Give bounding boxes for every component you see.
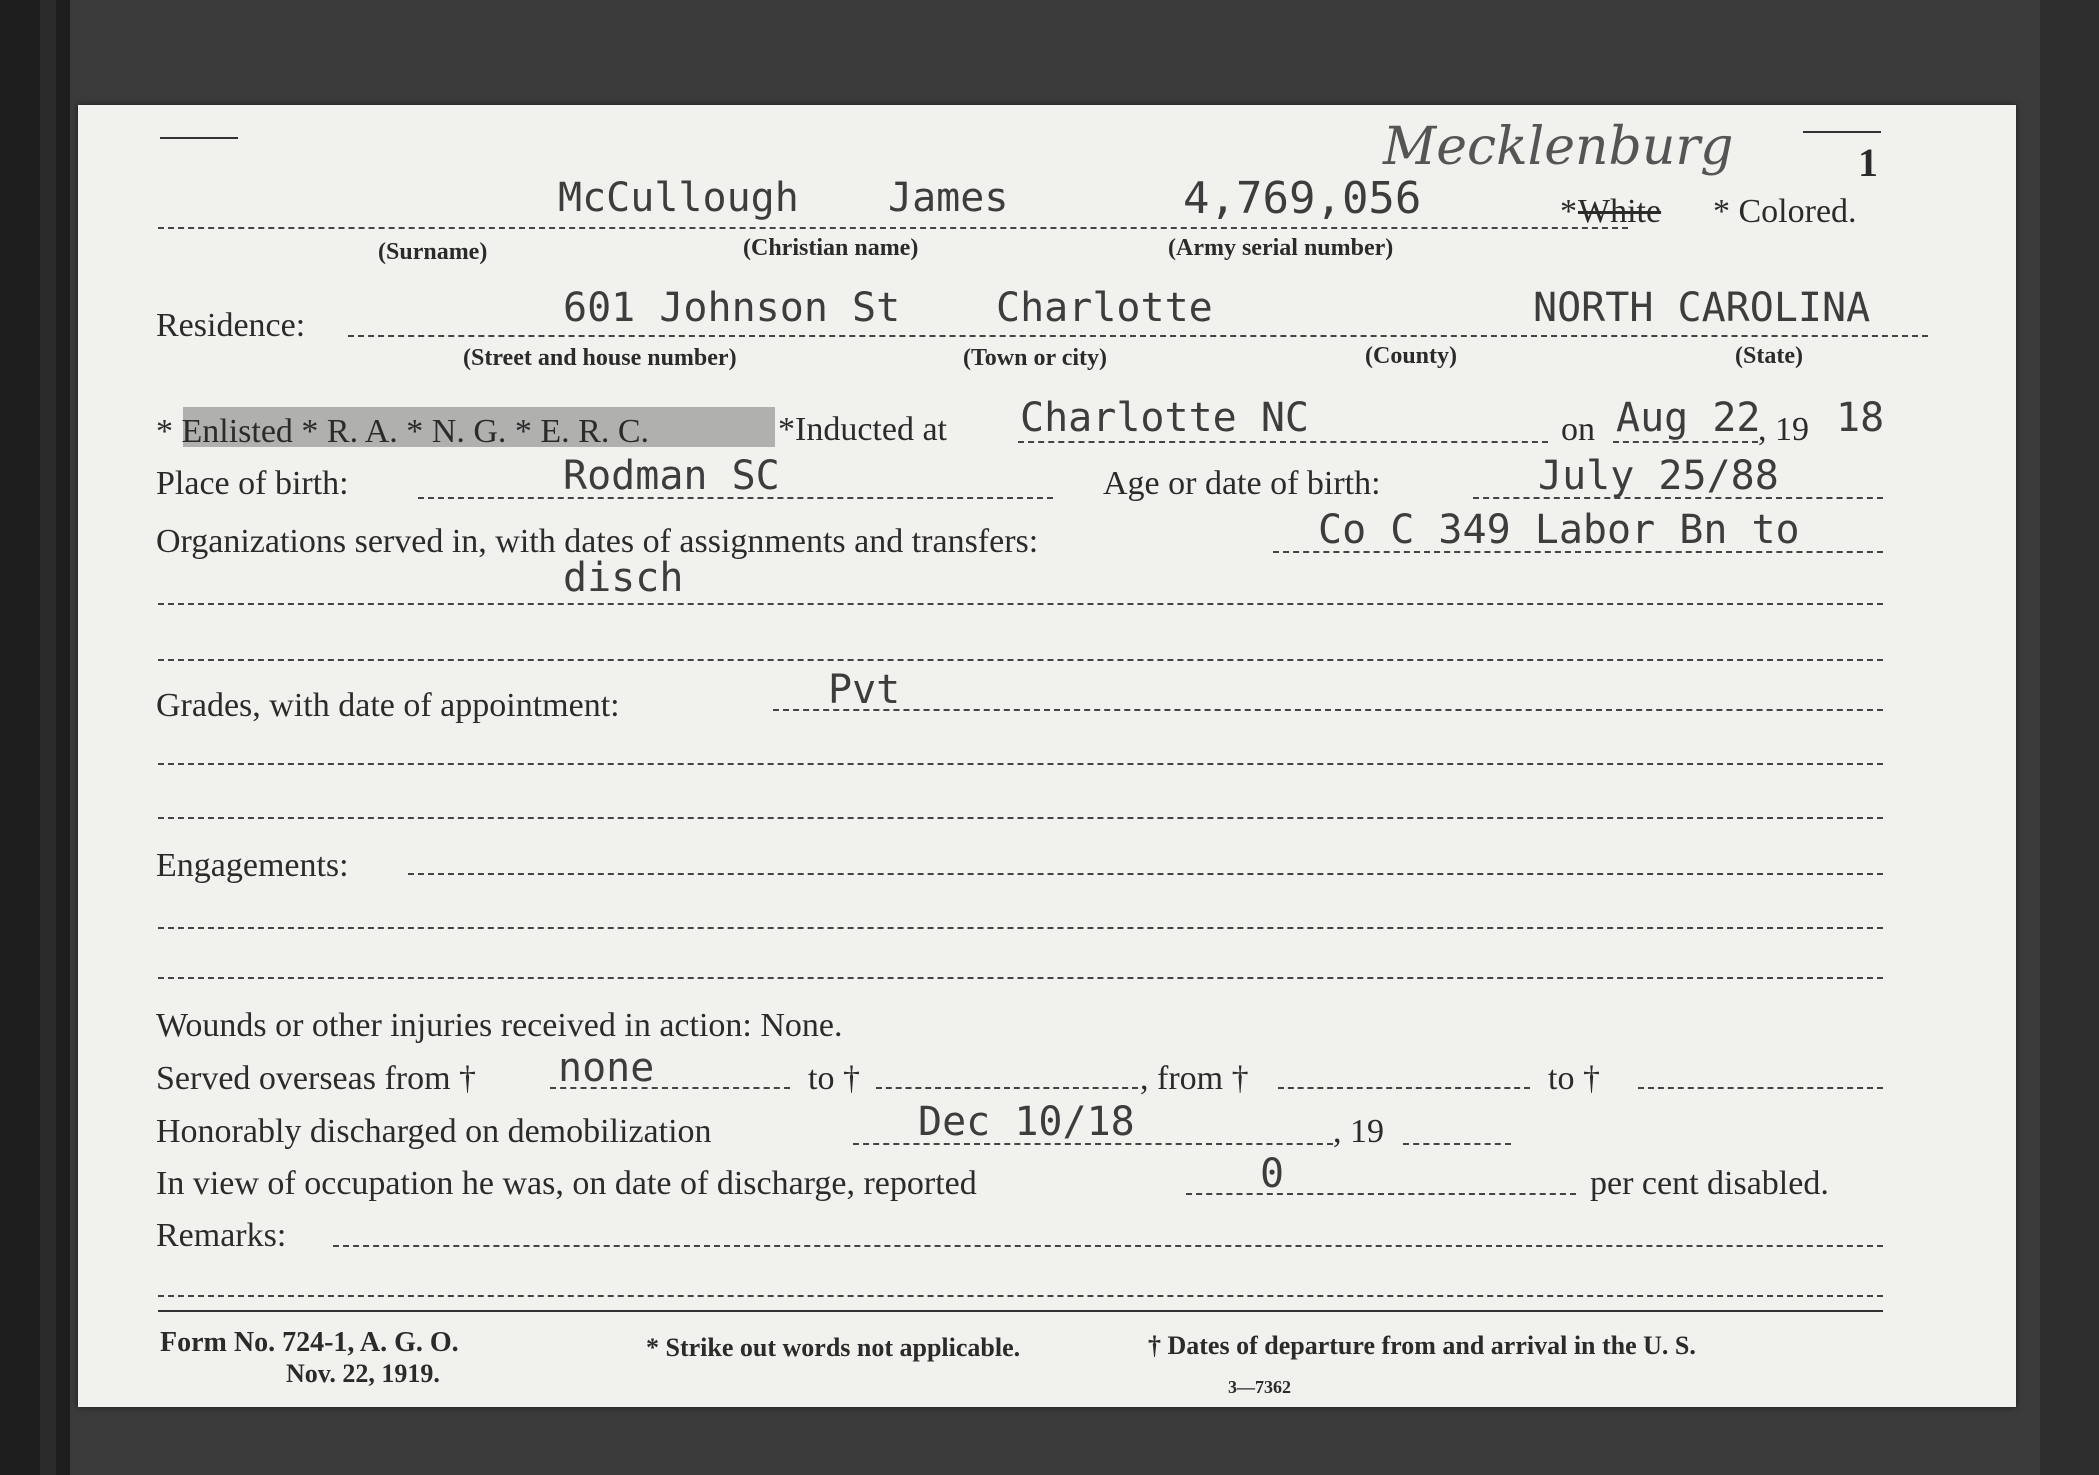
disabled-suffix: per cent disabled. (1590, 1165, 1829, 1202)
birthplace-value: Rodman SC (563, 453, 780, 499)
organizations-value-line1: Co C 349 Labor Bn to (1318, 507, 1800, 553)
on-label: on (1561, 411, 1595, 448)
inducted-date-value: Aug 22 (1616, 395, 1761, 441)
grades-label: Grades, with date of appointment: (156, 687, 620, 724)
organizations-line-2 (158, 603, 1883, 605)
card-number: 1 (1858, 140, 1878, 185)
form-date: Nov. 22, 1919. (286, 1359, 440, 1388)
inducted-year-value: 18 (1836, 395, 1885, 441)
grades-line-3 (158, 817, 1883, 819)
overseas-from-line (550, 1087, 790, 1089)
county-handwritten-note: Mecklenburg (1383, 117, 1734, 177)
grades-line-2 (158, 763, 1883, 765)
remarks-line-2 (158, 1295, 1883, 1297)
overseas-label: Served overseas from † (156, 1060, 477, 1097)
grades-line-1 (773, 709, 1883, 711)
label-surname: (Surname) (378, 239, 488, 265)
overseas-to2-line (1638, 1087, 1883, 1089)
grade-value: Pvt (828, 667, 901, 713)
engagements-line-3 (158, 977, 1883, 979)
discharge-year-line (1403, 1143, 1511, 1145)
discharge-date-line (853, 1143, 1333, 1145)
state-value: NORTH CAROLINA (1533, 285, 1871, 331)
top-right-rule (1803, 131, 1881, 133)
wounds-label: Wounds or other injuries received in action: None. (156, 1007, 843, 1044)
disabled-line (1186, 1193, 1576, 1195)
overseas-to-line (876, 1087, 1138, 1089)
overseas-from2-label: , from † (1140, 1060, 1249, 1097)
label-street: (Street and house number) (463, 345, 737, 371)
top-left-rule (160, 137, 238, 139)
label-serial-number: (Army serial number) (1168, 235, 1394, 261)
footnote-dates: † Dates of departure from and arrival in the U. S. (1148, 1331, 1696, 1360)
race-colored: * Colored. (1713, 193, 1857, 230)
birthplace-label: Place of birth: (156, 465, 349, 502)
disabled-value: 0 (1260, 1151, 1285, 1197)
organizations-line-1 (1273, 551, 1883, 553)
inducted-label: *Inducted at (778, 411, 947, 448)
inducted-place-line (1018, 441, 1548, 443)
serial-number-value: 4,769,056 (1183, 173, 1422, 224)
birth-date-value: July 25/88 (1538, 453, 1779, 499)
form-number: Form No. 724-1, A. G. O. (160, 1327, 459, 1358)
age-label: Age or date of birth: (1103, 465, 1381, 502)
label-christian-name: (Christian name) (743, 235, 919, 261)
residence-line (348, 335, 1928, 337)
name-line (158, 227, 1628, 229)
birth-date-line (1473, 497, 1883, 499)
overseas-to2-label: to † (1548, 1060, 1600, 1097)
engagements-line-2 (158, 927, 1883, 929)
overseas-value: none (558, 1045, 655, 1091)
organizations-value-line2: disch (563, 555, 684, 601)
remarks-line-1 (333, 1245, 1883, 1247)
town-value: Charlotte (996, 285, 1213, 331)
label-town: (Town or city) (963, 345, 1107, 371)
footnote-strike: * Strike out words not applicable. (646, 1333, 1021, 1362)
service-record-card (78, 105, 2016, 1407)
overseas-from2-line (1278, 1087, 1530, 1089)
label-county: (County) (1365, 343, 1458, 369)
discharge-date-value: Dec 10/18 (918, 1099, 1135, 1145)
enlisted-options: * Enlisted * R. A. * N. G. * E. R. C. (156, 413, 650, 450)
year-prefix: , 19 (1758, 411, 1809, 448)
disabled-label: In view of occupation he was, on date of discharge, reported (156, 1165, 977, 1202)
remarks-label: Remarks: (156, 1217, 287, 1254)
christian-name-value: James (888, 175, 1009, 221)
bottom-rule (158, 1310, 1883, 1312)
residence-label: Residence: (156, 307, 306, 344)
inducted-date-line (1613, 441, 1758, 443)
inducted-place-value: Charlotte NC (1020, 395, 1309, 441)
discharge-year-label: , 19 (1333, 1113, 1384, 1150)
street-value: 601 Johnson St (563, 285, 901, 331)
print-code: 3—7362 (1228, 1377, 1291, 1397)
overseas-to-label: to † (808, 1060, 860, 1097)
engagements-label: Engagements: (156, 847, 349, 884)
race-star: * (1560, 193, 1577, 230)
discharge-label: Honorably discharged on demobilization (156, 1113, 712, 1150)
race-white-struck: White (1578, 193, 1662, 230)
engagements-line-1 (408, 873, 1883, 875)
organizations-label: Organizations served in, with dates of assignments and transfers: (156, 523, 1039, 560)
surname-value: McCullough (558, 175, 799, 221)
label-state: (State) (1735, 343, 1803, 369)
birthplace-line (418, 497, 1053, 499)
organizations-line-3 (158, 659, 1883, 661)
